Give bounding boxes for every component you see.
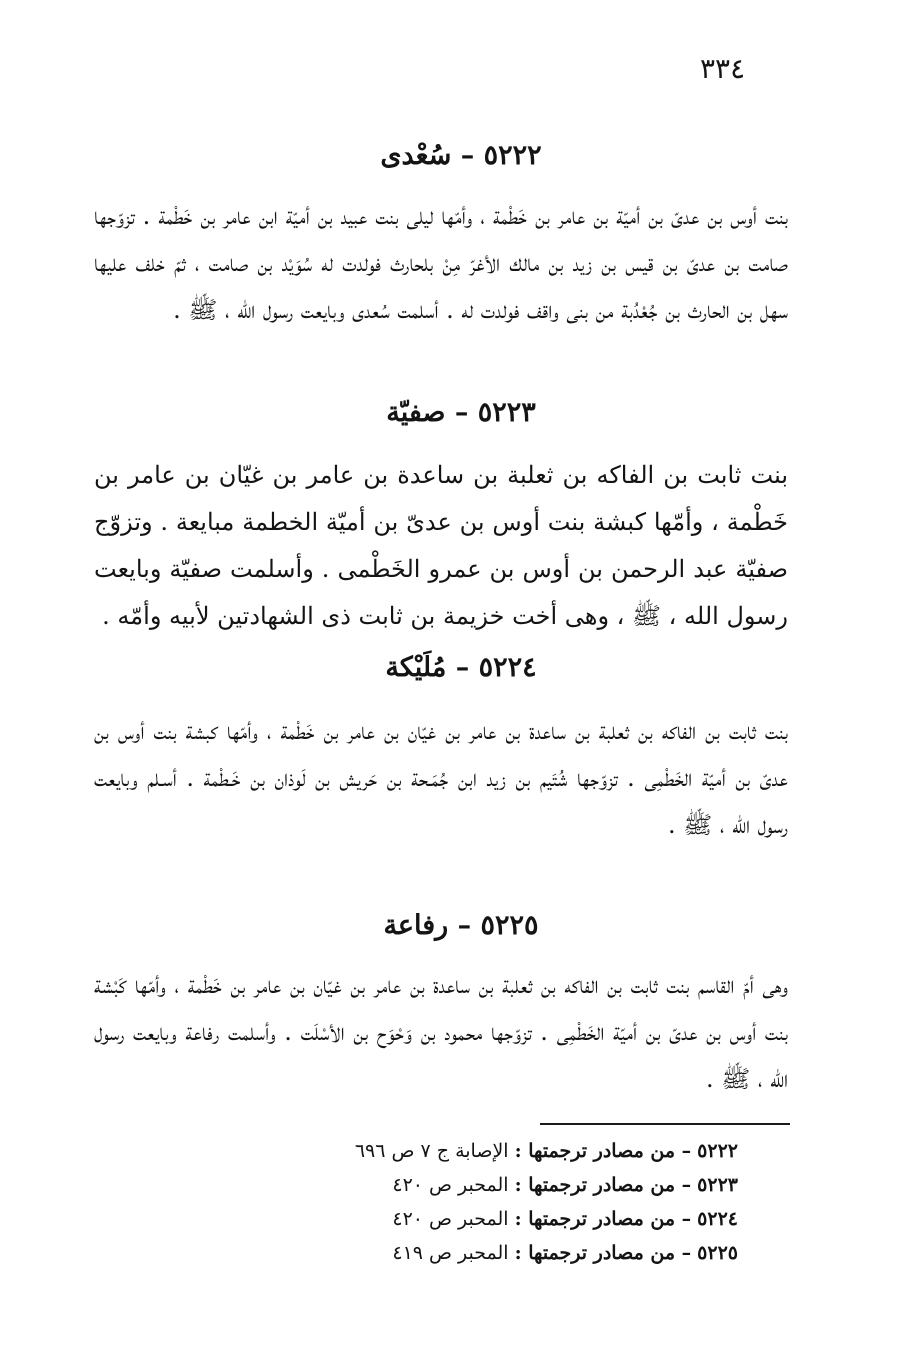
footnote xyxy=(250,1134,738,1168)
footnote-number: ٥٢٢٢ xyxy=(697,1140,738,1162)
entry-text: بنت ثابت بن الفاكه بن ثعلبة بن ساعدة بن عامر بن غيّان بن عامر بن خَطْمة ، وأمّها كبشة بنت أوس بن عدىّ بن أميّة الخَطْمِى . تزوّجها شُتَيم بن زيد ابن جُمَـحة بن حَريش بن لَوذان بن خَـطْمة . أسـلم وبايعت رسول الله ، ﷺ . xyxy=(94,717,789,839)
footnote-source: المحبر ص ٤٢٠ xyxy=(392,1174,509,1196)
footnote-source: المحبر ص ٤٢٠ xyxy=(392,1208,509,1230)
footnote-label: – من مصادر ترجمتها : xyxy=(514,1208,692,1230)
entry-text: بنت ثابت بن الفاكه بن ثعلبة بن ساعدة بن عامر بن غيّان بن عامر بن خَطْمة ، وأمّها كبشة بنت أوس بن عدىّ بن أميّة الخطمة مبايعة . وتزوّج صفيّة عبد الرحمن بن أوس بن عمرو الخَطْمى . وأسلمت صفيّة وبايعت رسول الله ، ﷺ ، وهى أخت خزيمة بن ثابت ذى الشهادتين لأبيه وأمّه . xyxy=(94,461,788,630)
footnote-label: – من مصادر ترجمتها : xyxy=(514,1140,692,1162)
entry-heading: ٥٢٢٣ – صفيّة xyxy=(386,397,536,428)
entry-text: بنت أوس بن عدىّ بن أميّة بن عامر بن خَطْمة ، وأمّها ليلى بنت عبيد بن أميّة ابن عامر بن خَطْمة . تزوّجها صامت بن عدىّ بن قيس بن زيد بن مالك الأغرّ مِنْ بلحارث فولدت له سُوَيْد بن صامت ، ثمّ خلف عليها سهل بن الحارث بن جُعْدُبة من بنى واقف فولدت له . أسلمت سُعدى وبايعت رسول الله ، ﷺ . xyxy=(94,202,788,324)
footnote xyxy=(250,1168,738,1202)
footnote-source: الإصابة ج ٧ ص ٦٩٦ xyxy=(354,1140,509,1162)
entry-heading: ٥٢٢٥ – رفاعة xyxy=(383,910,539,941)
entry-text: وهى أمّ القاسم بنت ثابت بن الفاكه بن ثعلبة بن ساعدة بن عامر بن غيّان بن عامر بن خَطْمة ، وأمّها كَبْشة بنت أوس بن عدىّ بن أميّة الخَطْمِى . تزوّجها محمود بن وَحْوَح بن الأسْلَت . وأسلمت رفاعة وبايعت رسول الله ، ﷺ . xyxy=(94,971,788,1093)
footnote-number: ٥٢٢٥ xyxy=(697,1242,738,1264)
footnote-number: ٥٢٢٤ xyxy=(697,1208,738,1230)
entry-heading: ٥٢٢٢ – سُعْدى xyxy=(380,140,542,171)
footnote-label: – من مصادر ترجمتها : xyxy=(514,1242,692,1264)
footnotes xyxy=(250,1134,738,1270)
footnote xyxy=(250,1236,738,1270)
page-number: ٣٣٤ xyxy=(700,52,746,85)
footnote-separator xyxy=(540,1123,790,1125)
footnote-number: ٥٢٢٣ xyxy=(697,1174,738,1196)
entry-heading: ٥٢٢٤ – مُلَيْكة xyxy=(385,652,537,683)
footnote-label: – من مصادر ترجمتها : xyxy=(514,1174,692,1196)
footnote-source: المحبر ص ٤١٩ xyxy=(392,1242,509,1264)
footnote xyxy=(250,1202,738,1236)
